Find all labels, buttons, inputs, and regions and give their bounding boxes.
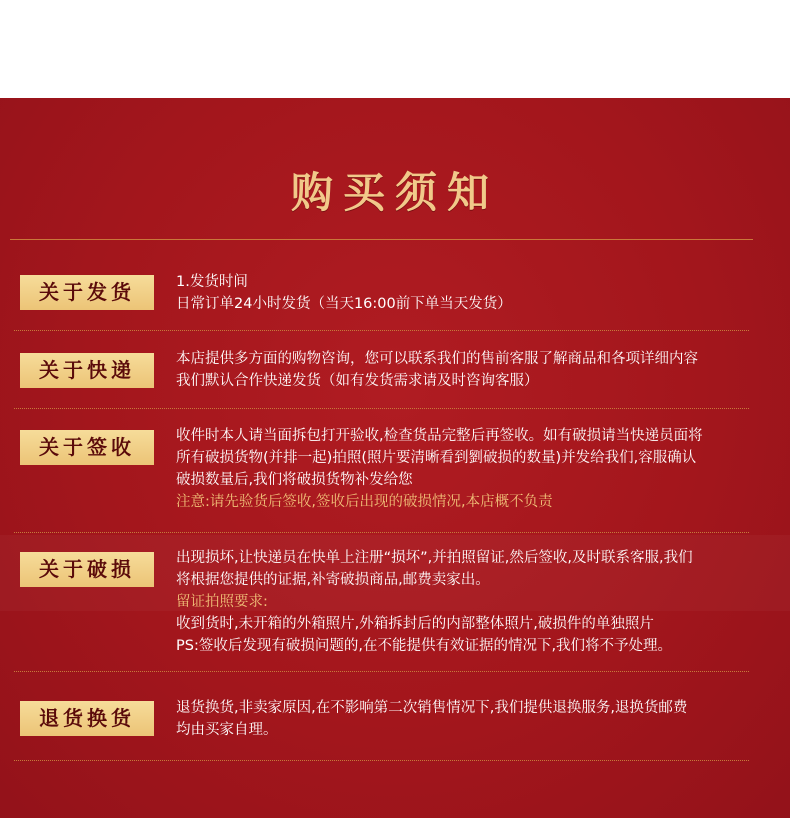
- text-line: 收件时本人请当面拆包打开验收,检查货品完整后再签收。如有破损请当快递员面将: [176, 428, 703, 444]
- section-divider: [14, 532, 749, 533]
- section-divider: [14, 408, 749, 409]
- title-divider: [10, 239, 753, 240]
- photo-requirement-heading: 留证拍照要求:: [176, 594, 268, 610]
- section-text-signing: [176, 425, 766, 513]
- section-label-courier: 关于快递: [20, 353, 154, 388]
- text-line: 出现损坏,让快递员在快单上注册“损坏”,并拍照留证,然后签收,及时联系客服,我们: [176, 550, 693, 566]
- section-label-returns: 退货换货: [20, 701, 154, 736]
- section-divider: [14, 760, 749, 761]
- page-title: 购买须知: [290, 168, 499, 217]
- warning-note: 注意:请先验货后签收,签收后出现的破损情况,本店概不负责: [176, 494, 553, 510]
- text-line: 本店提供多方面的购物咨询，您可以联系我们的售前客服了解商品和各项详细内容: [176, 351, 698, 367]
- text-line: PS:签收后发现有破损问题的,在不能提供有效证据的情况下,我们将不予处理。: [176, 638, 673, 654]
- text-line: 均由买家自理。: [176, 722, 278, 738]
- section-label-damage: 关于破损: [20, 552, 154, 587]
- section-text-shipping: [176, 271, 766, 315]
- text-line: 收到货时,未开箱的外箱照片,外箱拆封后的内部整体照片,破损件的单独照片: [176, 616, 654, 632]
- text-line: 1.发货时间: [176, 274, 248, 290]
- text-line: 退货换货,非卖家原因,在不影响第二次销售情况下,我们提供退换服务,退换货邮费: [176, 700, 688, 716]
- text-line: 所有破损货物(并排一起)拍照(照片要清晰看到劉破损的数量)并发给我们,容服确认: [176, 450, 697, 466]
- section-label-signing: 关于签收: [20, 430, 154, 465]
- text-line: 日常订单24小时发货（当天16:00前下单当天发货）: [176, 296, 512, 312]
- section-text-damage: [176, 547, 766, 657]
- text-line: 破损数量后,我们将破损货物补发给您: [176, 472, 413, 488]
- section-text-courier: [176, 348, 766, 392]
- section-divider: [14, 330, 749, 331]
- section-label-shipping: 关于发货: [20, 275, 154, 310]
- text-line: 我们默认合作快递发货（如有发货需求请及时咨询客服）: [176, 373, 539, 389]
- text-line: 将根据您提供的证据,补寄破损商品,邮费卖家出。: [176, 572, 490, 588]
- section-divider: [14, 671, 749, 672]
- section-text-returns: [176, 697, 766, 741]
